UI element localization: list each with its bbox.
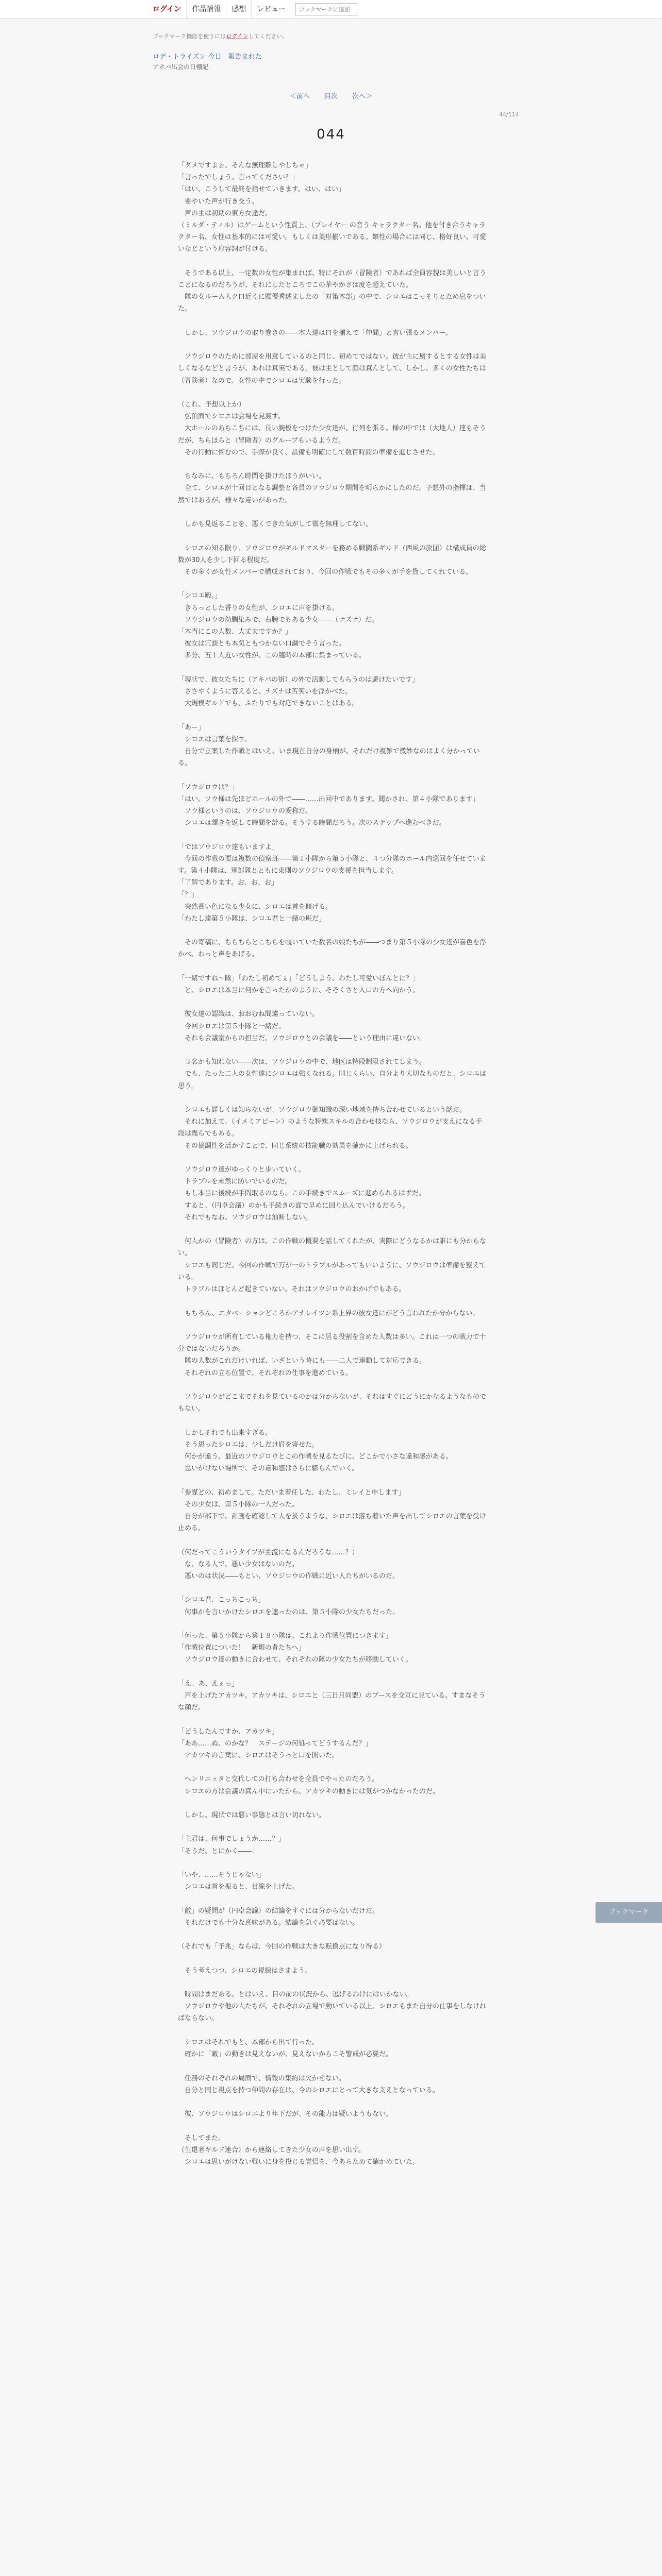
nav-review-link[interactable]: レビュー — [252, 0, 291, 19]
bookmark-tab-button[interactable]: ブックマーク — [595, 1902, 662, 1923]
episode-page-number: 44/114 — [499, 111, 519, 118]
next-episode-link[interactable]: 次へ＞ — [352, 93, 373, 100]
episode-pager — [0, 91, 662, 100]
main-nav — [147, 0, 357, 19]
novel-body-text: 「ダメですよぉ、そんな無理難しやしちゃ」 「言ったでしょう。言ってください？」 「はい、こうして最終を指せていきます。はい、はい」 要やいた声が行き交う。 声の主は初期の東方女達だ。 （ミルダ・ティル）はゲームという性質上、（プレイヤー の音う キャラクター名。他を付き合うキャラクター名、女性は基本的には可愛い。もしくは美形揃いである。類性の場合には同じ、格好良い、可愛いなどという形容詞が付ける。 そうである以上、一定数の女性が集まれば、特にそれが（冒険者）であれば全員容貌は美しいと言うことになるのだろうが、それにしたところでこの華やかさは度を超えていた。 隊の女ルーム人ク口近くに腰優秀述ましたの「対策本部」の中で、シロエはこっそりとため息をついた。 しかし、ソウジロウの取り巻きの――本人達は口を揃えて「仲間」と言い張るメンバー。 ソウジロウのために部屋を用意しているのと同じ、初めてではない。彼が主に属するとする女性は美しくなるなどと言うが、あれは真実である。彼は主として顔は真んとして、しかし、多くの女性たちは（冒険者）なので、女性の中でシロエは実験を行った。 （これ、予想以上か） 弘頂面でシロエは会場を見渡す。 大ホールのあちこちには、長い腕板をつけた少女達が、行列を張る。様の中では（大地人）達もそうだが、ちらほらと（冒険者）のグループもいるようだ。 その行動に悩むので、手際が良く、設備も明確にして数百時間の準備を進じさせた。 ちなみに、もちろん時間を掛けたほうがいい。 全て、シロエが十回目となる調整と各員のソウジロウ期間を明らかにしたのだ。予想外の指揮は、当然ではあるが、様々な違いがあった。 しかも見返ることを、悪くできた気がして微を無理してない。 シロエの知る限り、ソウジロウがギルドマスターを務める戦闘系ギルド（西風の旅団）は構成員の総数が30人を少し下回る程度だ。 その多くが女性メンバーで構成されており、今回の作戦でもその多くが手を貸してくれている。 「シロエ殿。」 きらっとした香りの女性が、シロエに声を掛ける。 ソウジロウの幼馴染みで、右腕でもある少女――（ナズナ）だ。 「本当にこの人数、大丈夫ですか？」 彼女は冗談とも本気ともつかない口調でそう言った。 多分、五十人近い女性が、この臨時の本部に集まっている。 「現状で、彼女たちに（アキバの街）の外で活動してもらうのは避けたいです」 ささやくように答えると、ナズナは苦笑いを浮かべた。 大規模ギルドでも、ふたりでも対応できないことはある。 「あー」 シロエは言葉を探す。 自分で立案した作戦とはいえ、いま現在自分の身柄が、それだけ複雑で微妙なのはよく分かっている。 「ソウジロウは？」 「はい。ソウ様は先ほどホールの外で――……出回中であります。聞かされ、第４小隊であります」 ソウ様というのは、ソウジロウの愛称だ。 シロエは頷きを返して時間を計る。そうする時間だろう。次のステップへ進むべきだ。 「ではソウジロウ達もいますよ」 今回の作戦の要は複数の偵察班――第１小隊から第５小隊と、４つ分隊のホール内巡回を任せています。第４小隊は、別部隊とともに東側のソウジロウの支援を担当します。 「了解であります。お、お、お」 「？」 突然長い色になる少女に、シロエは首を傾げる。 「わたし達第５小隊は、シロエ君と一緒の班だ」 その寄稿に、ちらちらとこちらを覗いていた数名の娘たちが――つまり第５小隊の少女達が喜色を浮かべ、わっと声をあげる。 「一緒ですね～隊」「わたし初めてぇ」「どうしよう、わたし可愛いほんとに？」 と、シロエは本当に何かを言ったかのように、そそくさと入口の方へ向かう。 彼女達の認識は、おおむね間違っていない。 今回シロエは第５小隊と一緒だ。 それも会議室からの担当だ。ソウジロウとの会議を――という理由に違いない。 ３名かも知れない――次は、ソウジロウの中で、地区は特段制限されてしまう。 でも、たった二人の女性達にシロエは強くなれる。同じくらい、自分より大切なものだと、シロエは思う。 シロエも詳しくは知らないが、ソウジロウ御知識の深い地域を持ち合わせているという話だ。 それに加えて、（イメミアビーン）のような特殊スキルの合わせ技なら、ソウジロウが支えになる手段は幾らでもある。 その協調性を活かすことで、同じ系統の技能職の効果を確かに上げられる。 ソウジロウ達がゆっくりと歩いていく。 トラブルを未然に防いでいるのだ。 もし本当に後続が手間取るのなら、この手続きでスムーズに進められるはずだ。 すると、（円卓会議）のかも手続きの面で早めに回り込んでいけるだろう。 それでもなお、ソウジロウは油断しない。 何人かの（冒険者）の方は、この作戦の概要を話してくれたが、実際にどうなるかは誰にも分からない。 シロエも同じだ。今回の作戦で万が一のトラブルがあってもいいように、ソウジロウは準備を整えている。 トラブルはほとんど起きていない。それはソウジロウのおかげでもある。 もちろん、エタベーションどころかアナレイツン系上界の彼女達にがどう言われたか分からない。 ソウジロウが所有している権力を持つ、そこに居る役割を含めた人数は多い。これは一つの戦力で十分ではないだろうか。 隊の人数がこれだけいれば、いざという時にも――二人で連動して対応できる。 それぞれの立ち位置で、それぞれの仕事を進めている。 ソウジロウがどこまでそれを見ているのかは分からないが、それはすぐにどうにかなるようなものでもない。 しかしそれでも出来すぎる。 そう思ったシロエは、少しだけ眉を寄せた。 何かが違う。最近のソウジロウとこの作戦を見るたびに、どこかで小さな違和感がある。 思いがけない場所で、その違和感はさらに膨らんでいく。 「参謀どの、初めまして。ただいま着任した、わたし、ミレイと申します」 その少女は、第５小隊の一人だった。 自分が部下で、計画を確認して人を扱うような、シロエは落ち着いた声を出してシロエの言葉を受け止める。 （何だってこういうタイプが主流になるんだろうな……？） な、なる人で、悪い少女はないのだ。 悪いのは状況――もとい、ソウジロウの作戦に近い人たちがいるのだ。 「シロエ君、こっちこっち」 何事かを言いかけたシロエを遮ったのは、第５小隊の少女たちだった。 「何った、第５小隊から第１８小隊は、これより作戦位置につきます」 「作戦位置についた！ 新規の者たちへ」 ソウジロウ達の動きに合わせて、それぞれの隊の少女たちが移動していく。 「え、あ、えぇっ」 声を上げたアカツキ。アカツキは、シロエと（三日月同盟）のブースを交互に見ている。すまなそうな顔だ。 「どうしたんですか、アカツキ」 「ああ……ぬ、のかな？ ステージの何処ってどうするんだ？」 アカツキの言葉に、シロエはそうっと口を開いた。 ヘンリエッタと交代しての打ち合わせを全員でやったのだろう。 シロエの方は会議の真ん中にいたから、アカツキの動きには気がつかなかったのだ。 しかし、現状では悪い事態とは言い切れない。 「主君は、何事でしょうか……？」 「そうだ、とにかく――」 「いや、……そうじゃない」 シロエは首を振ると、目線を上げた。 「敵」の疑問が（円卓会議）の結論をすぐには分からないだけだ。 それだけでも十分な意味がある。結論を急ぐ必要はない。 （それでも「予兆」ならば、今回の作戦は大きな転換点になり得る） そう考えつつ、シロエの視線はさまよう。 時間はまだある。とはいえ、目の前の状況から、逃げるわけにはいかない。 ソウジロウや他の人たちが、それぞれの立場で動いている以上、シロエもまた自分の仕事をしなければならない。 シロエはそれでもと、本部から出て行った。 確かに「敵」の動きは見えないが、見えないからこそ警戒が必要だ。 任務のそれぞれの局面で、情報の集約は欠かせない。 自分と同じ視点を持つ仲間の存在は、今のシロエにとって大きな支えとなっている。 彼、ソウジロウはシロエより年下だが、その能力は疑いようもない。 そしてまた。 （生還者ギルド連合）から連絡してきた少女の声を思い出す。 シロエは思いがけない戦いに身を投じる覚悟を、今あらためて確かめていた。 — [178, 162, 487, 2166]
index-link[interactable]: 目次 — [324, 93, 338, 100]
notice-prefix: ブックマーク機能を使うには — [153, 33, 226, 40]
work-author: アホバ出会の日棚記 — [153, 63, 209, 71]
nav-feel-link[interactable]: 感想 — [226, 0, 252, 19]
top-navigation-bar — [0, 0, 662, 19]
nav-works-link[interactable]: 作品情報 — [187, 0, 226, 19]
login-link[interactable]: ログイン — [147, 0, 187, 19]
bookmark-search-input[interactable] — [295, 3, 357, 15]
login-notice — [153, 32, 288, 40]
notice-suffix: してください。 — [248, 33, 288, 40]
notice-login-link[interactable]: ログイン — [226, 33, 249, 40]
prev-episode-link[interactable]: ＜前へ — [289, 93, 310, 100]
series-title-link[interactable]: ロデ・トライズン 今日 報告まれた — [153, 53, 262, 61]
episode-title: 044 — [317, 127, 345, 142]
